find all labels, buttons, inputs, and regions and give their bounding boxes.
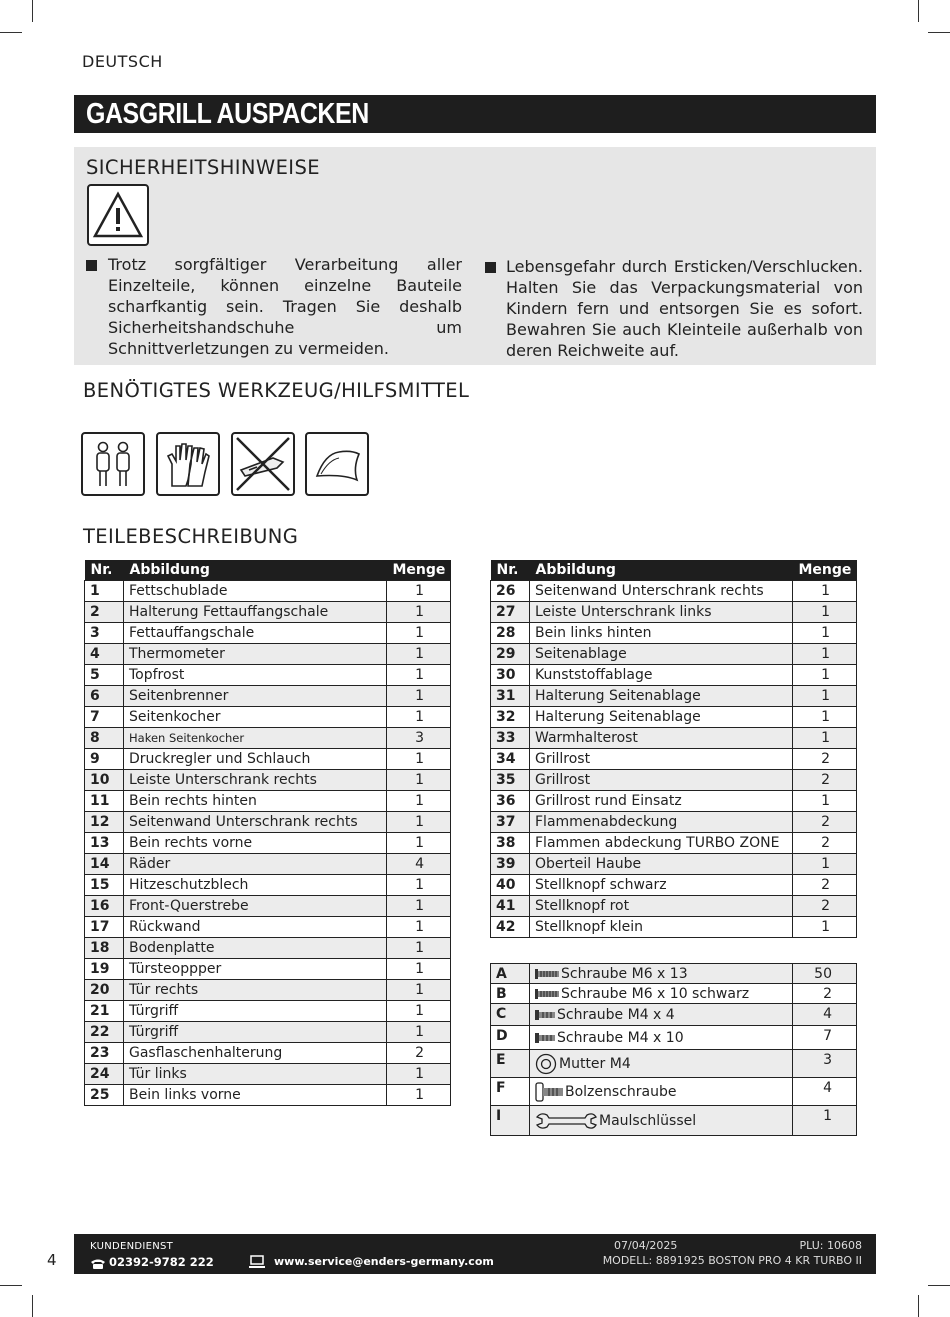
language-label: DEUTSCH bbox=[82, 52, 163, 71]
hardware-name: Schraube M6 x 13 bbox=[561, 965, 688, 982]
part-name: Türgriff bbox=[124, 1001, 387, 1022]
part-quantity: 1 bbox=[793, 917, 857, 938]
parts-table-left bbox=[84, 560, 451, 1106]
part-quantity: 2 bbox=[387, 1043, 451, 1064]
part-number: 39 bbox=[491, 854, 530, 875]
hardware-quantity: 4 bbox=[793, 1078, 857, 1106]
part-name: Seitenwand Unterschrank rechts bbox=[124, 812, 387, 833]
table-row bbox=[85, 749, 451, 770]
part-name: Bodenplatte bbox=[124, 938, 387, 959]
hardware-cell bbox=[530, 984, 793, 1004]
part-name: Grillrost rund Einsatz bbox=[530, 791, 793, 812]
table-row bbox=[491, 644, 857, 665]
part-number: 10 bbox=[85, 770, 124, 791]
part-number: 17 bbox=[85, 917, 124, 938]
part-quantity: 1 bbox=[793, 686, 857, 707]
part-number: 14 bbox=[85, 854, 124, 875]
part-quantity: 2 bbox=[793, 812, 857, 833]
table-row bbox=[85, 980, 451, 1001]
table-row bbox=[85, 791, 451, 812]
part-quantity: 1 bbox=[387, 644, 451, 665]
part-name: Hitzeschutzblech bbox=[124, 875, 387, 896]
part-number: 11 bbox=[85, 791, 124, 812]
part-quantity: 1 bbox=[387, 959, 451, 980]
part-name: Bein rechts hinten bbox=[124, 791, 387, 812]
two-persons-icon bbox=[81, 432, 145, 496]
part-quantity: 1 bbox=[387, 896, 451, 917]
hardware-name: Schraube M6 x 10 schwarz bbox=[561, 985, 750, 1002]
part-number: 29 bbox=[491, 644, 530, 665]
table-row bbox=[491, 665, 857, 686]
part-number: 35 bbox=[491, 770, 530, 791]
part-name: Flammen abdeckung TURBO ZONE bbox=[530, 833, 793, 854]
hardware-name: Maulschlüssel bbox=[599, 1112, 697, 1129]
nut-icon bbox=[535, 1056, 559, 1072]
part-name: Front-Querstrebe bbox=[124, 896, 387, 917]
part-name: Grillrost bbox=[530, 770, 793, 791]
part-quantity: 1 bbox=[793, 728, 857, 749]
safety-box bbox=[74, 147, 876, 365]
part-quantity: 1 bbox=[387, 833, 451, 854]
hardware-letter: F bbox=[491, 1078, 530, 1106]
part-quantity: 4 bbox=[387, 854, 451, 875]
part-number: 42 bbox=[491, 917, 530, 938]
part-quantity: 1 bbox=[387, 1064, 451, 1085]
table-row bbox=[85, 959, 451, 980]
hardware-row bbox=[491, 1026, 857, 1050]
screw-short-icon bbox=[535, 1030, 557, 1046]
part-number: 33 bbox=[491, 728, 530, 749]
part-number: 22 bbox=[85, 1022, 124, 1043]
part-number: 9 bbox=[85, 749, 124, 770]
part-name: Räder bbox=[124, 854, 387, 875]
header-nr: Nr. bbox=[491, 560, 530, 581]
table-row bbox=[491, 686, 857, 707]
part-name: Fettschublade bbox=[124, 581, 387, 602]
footer-model: MODELL: 8891925 BOSTON PRO 4 KR TURBO II bbox=[602, 1254, 862, 1267]
tools-heading: BENÖTIGTES WERKZEUG/HILFSMITTEL bbox=[83, 379, 470, 402]
part-quantity: 1 bbox=[387, 686, 451, 707]
part-name: Halterung Fettauffangschale bbox=[124, 602, 387, 623]
table-row bbox=[491, 602, 857, 623]
header-qty: Menge bbox=[793, 560, 857, 581]
wrench-icon bbox=[535, 1113, 599, 1129]
part-name: Stellknopf klein bbox=[530, 917, 793, 938]
hardware-row bbox=[491, 1004, 857, 1026]
part-name: Stellknopf rot bbox=[530, 896, 793, 917]
part-number: 26 bbox=[491, 581, 530, 602]
table-row bbox=[85, 686, 451, 707]
part-quantity: 1 bbox=[793, 644, 857, 665]
hardware-letter: I bbox=[491, 1106, 530, 1136]
part-number: 8 bbox=[85, 728, 124, 749]
part-name: Gasflaschenhalterung bbox=[124, 1043, 387, 1064]
part-quantity: 1 bbox=[387, 791, 451, 812]
crop-mark bbox=[32, 1295, 33, 1317]
part-quantity: 1 bbox=[793, 707, 857, 728]
part-number: 31 bbox=[491, 686, 530, 707]
part-number: 13 bbox=[85, 833, 124, 854]
header-image: Abbildung bbox=[530, 560, 793, 581]
part-name: Seitenwand Unterschrank rechts bbox=[530, 581, 793, 602]
part-name: Bein links hinten bbox=[530, 623, 793, 644]
part-name: Seitenbrenner bbox=[124, 686, 387, 707]
header-nr: Nr. bbox=[85, 560, 124, 581]
hardware-row bbox=[491, 964, 857, 984]
table-row bbox=[85, 770, 451, 791]
table-row bbox=[491, 707, 857, 728]
table-row bbox=[491, 728, 857, 749]
part-number: 12 bbox=[85, 812, 124, 833]
hardware-letter: B bbox=[491, 984, 530, 1004]
cloth-icon bbox=[305, 432, 369, 496]
gloves-icon bbox=[156, 432, 220, 496]
table-row bbox=[491, 812, 857, 833]
part-name: Warmhalterost bbox=[530, 728, 793, 749]
page-title: GASGRILL AUSPACKEN bbox=[86, 98, 369, 130]
part-quantity: 1 bbox=[387, 623, 451, 644]
bullet-marker bbox=[86, 260, 97, 271]
part-name: Druckregler und Schlauch bbox=[124, 749, 387, 770]
title-bar bbox=[74, 95, 876, 133]
hardware-letter: D bbox=[491, 1026, 530, 1050]
safety-heading: SICHERHEITSHINWEISE bbox=[86, 156, 320, 179]
table-header-row bbox=[85, 560, 451, 581]
part-quantity: 2 bbox=[793, 875, 857, 896]
screw-long-icon bbox=[535, 986, 561, 1002]
part-quantity: 1 bbox=[387, 707, 451, 728]
part-number: 15 bbox=[85, 875, 124, 896]
table-row bbox=[491, 833, 857, 854]
part-name: Flammenabdeckung bbox=[530, 812, 793, 833]
table-row bbox=[491, 623, 857, 644]
part-number: 2 bbox=[85, 602, 124, 623]
part-name: Rückwand bbox=[124, 917, 387, 938]
crop-mark bbox=[928, 32, 950, 33]
table-header-row bbox=[491, 560, 857, 581]
part-quantity: 1 bbox=[387, 602, 451, 623]
part-quantity: 1 bbox=[793, 602, 857, 623]
part-quantity: 2 bbox=[793, 770, 857, 791]
part-number: 21 bbox=[85, 1001, 124, 1022]
crop-mark bbox=[0, 1285, 22, 1286]
table-row bbox=[85, 854, 451, 875]
part-name: Fettauffangschale bbox=[124, 623, 387, 644]
hardware-row bbox=[491, 1106, 857, 1136]
table-row bbox=[85, 1022, 451, 1043]
header-image: Abbildung bbox=[124, 560, 387, 581]
table-row bbox=[85, 1001, 451, 1022]
page-number: 4 bbox=[47, 1251, 57, 1269]
crop-mark bbox=[0, 32, 22, 33]
table-row bbox=[85, 896, 451, 917]
table-row bbox=[491, 791, 857, 812]
part-number: 18 bbox=[85, 938, 124, 959]
part-quantity: 1 bbox=[387, 875, 451, 896]
part-quantity: 1 bbox=[387, 749, 451, 770]
bullet-marker bbox=[485, 262, 496, 273]
hardware-row bbox=[491, 984, 857, 1004]
part-name: Halterung Seitenablage bbox=[530, 686, 793, 707]
parts-table-right bbox=[490, 560, 857, 938]
part-quantity: 3 bbox=[387, 728, 451, 749]
part-number: 28 bbox=[491, 623, 530, 644]
parts-heading: TEILEBESCHREIBUNG bbox=[83, 525, 299, 548]
hardware-quantity: 4 bbox=[793, 1004, 857, 1026]
footer-bar bbox=[74, 1234, 876, 1274]
hardware-name: Schraube M4 x 10 bbox=[557, 1029, 684, 1046]
part-name: Halterung Seitenablage bbox=[530, 707, 793, 728]
part-number: 7 bbox=[85, 707, 124, 728]
service-web[interactable]: www.service@enders-germany.com bbox=[274, 1255, 494, 1268]
table-row bbox=[85, 938, 451, 959]
crop-mark bbox=[918, 1295, 919, 1317]
hardware-quantity: 7 bbox=[793, 1026, 857, 1050]
table-row bbox=[85, 728, 451, 749]
no-knife-icon bbox=[231, 432, 295, 496]
table-row bbox=[85, 812, 451, 833]
part-name: Tür links bbox=[124, 1064, 387, 1085]
part-name: Kunststoffablage bbox=[530, 665, 793, 686]
table-row bbox=[85, 1085, 451, 1106]
part-quantity: 1 bbox=[387, 980, 451, 1001]
screw-short-icon bbox=[535, 1007, 557, 1023]
part-name: Leiste Unterschrank rechts bbox=[124, 770, 387, 791]
part-quantity: 2 bbox=[793, 749, 857, 770]
table-row bbox=[85, 665, 451, 686]
part-quantity: 1 bbox=[387, 770, 451, 791]
safety-bullet-right: Lebensgefahr durch Ersticken/Verschlucken. Halten Sie das Verpackungsmaterial von Kindern fern und entsorgen Sie es sofort. Bewahren Sie auch Kleinteile außerhalb von deren Reichweite auf. bbox=[506, 257, 863, 360]
table-row bbox=[85, 602, 451, 623]
hardware-name: Mutter M4 bbox=[559, 1055, 631, 1072]
part-number: 27 bbox=[491, 602, 530, 623]
phone-icon bbox=[90, 1255, 106, 1274]
part-number: 20 bbox=[85, 980, 124, 1001]
hardware-cell bbox=[530, 1106, 793, 1136]
table-row bbox=[491, 896, 857, 917]
part-name: Topfrost bbox=[124, 665, 387, 686]
part-quantity: 1 bbox=[387, 1001, 451, 1022]
table-row bbox=[85, 917, 451, 938]
part-name: Oberteil Haube bbox=[530, 854, 793, 875]
part-number: 19 bbox=[85, 959, 124, 980]
crop-mark bbox=[928, 1285, 950, 1286]
table-row bbox=[85, 833, 451, 854]
hardware-quantity: 3 bbox=[793, 1050, 857, 1078]
part-name: Seitenkocher bbox=[124, 707, 387, 728]
part-name: Türgriff bbox=[124, 1022, 387, 1043]
hardware-letter: C bbox=[491, 1004, 530, 1026]
part-quantity: 1 bbox=[793, 854, 857, 875]
table-row bbox=[85, 1043, 451, 1064]
hardware-letter: A bbox=[491, 964, 530, 984]
part-quantity: 1 bbox=[387, 1022, 451, 1043]
header-qty: Menge bbox=[387, 560, 451, 581]
hardware-quantity: 50 bbox=[793, 964, 857, 984]
warning-icon bbox=[87, 184, 149, 246]
table-row bbox=[85, 707, 451, 728]
safety-bullet-left: Trotz sorgfältiger Verarbeitung aller Einzelteile, können einzelne Bauteile scharfkantig sein. Tragen Sie deshalb Sicherheitshandschuhe um Schnittverletzungen zu vermeiden. bbox=[108, 255, 462, 358]
part-quantity: 2 bbox=[793, 833, 857, 854]
part-quantity: 1 bbox=[387, 812, 451, 833]
part-number: 5 bbox=[85, 665, 124, 686]
table-row bbox=[85, 875, 451, 896]
part-quantity: 1 bbox=[387, 665, 451, 686]
part-number: 36 bbox=[491, 791, 530, 812]
part-quantity: 1 bbox=[793, 791, 857, 812]
part-name: Grillrost bbox=[530, 749, 793, 770]
table-row bbox=[491, 581, 857, 602]
part-quantity: 1 bbox=[793, 623, 857, 644]
table-row bbox=[491, 875, 857, 896]
hardware-name: Schraube M4 x 4 bbox=[557, 1006, 675, 1023]
part-number: 30 bbox=[491, 665, 530, 686]
table-row bbox=[85, 581, 451, 602]
part-quantity: 1 bbox=[387, 917, 451, 938]
part-number: 3 bbox=[85, 623, 124, 644]
part-name: Thermometer bbox=[124, 644, 387, 665]
part-name: Türsteoppper bbox=[124, 959, 387, 980]
table-row bbox=[85, 1064, 451, 1085]
part-number: 16 bbox=[85, 896, 124, 917]
hardware-cell bbox=[530, 1004, 793, 1026]
part-number: 34 bbox=[491, 749, 530, 770]
part-name: Seitenablage bbox=[530, 644, 793, 665]
part-number: 38 bbox=[491, 833, 530, 854]
footer-plu: PLU: 10608 bbox=[799, 1239, 862, 1252]
footer-date: 07/04/2025 bbox=[614, 1239, 678, 1252]
hardware-cell bbox=[530, 1078, 793, 1106]
part-quantity: 1 bbox=[793, 581, 857, 602]
service-label: KUNDENDIENST bbox=[90, 1241, 174, 1252]
part-number: 37 bbox=[491, 812, 530, 833]
hardware-cell bbox=[530, 964, 793, 984]
hardware-letter: E bbox=[491, 1050, 530, 1078]
hardware-quantity: 2 bbox=[793, 984, 857, 1004]
table-row bbox=[491, 749, 857, 770]
bolt-icon bbox=[535, 1084, 565, 1100]
part-number: 25 bbox=[85, 1085, 124, 1106]
computer-icon bbox=[249, 1254, 265, 1273]
part-name: Leiste Unterschrank links bbox=[530, 602, 793, 623]
crop-mark bbox=[918, 0, 919, 22]
part-name: Bein links vorne bbox=[124, 1085, 387, 1106]
part-number: 24 bbox=[85, 1064, 124, 1085]
part-name: Bein rechts vorne bbox=[124, 833, 387, 854]
part-number: 1 bbox=[85, 581, 124, 602]
part-number: 40 bbox=[491, 875, 530, 896]
hardware-cell bbox=[530, 1026, 793, 1050]
part-name: Haken Seitenkocher bbox=[124, 728, 387, 749]
hardware-name: Bolzenschraube bbox=[565, 1083, 677, 1100]
part-quantity: 1 bbox=[387, 1085, 451, 1106]
part-number: 6 bbox=[85, 686, 124, 707]
screw-long-icon bbox=[535, 966, 561, 982]
table-row bbox=[85, 623, 451, 644]
table-row bbox=[491, 770, 857, 791]
part-quantity: 2 bbox=[793, 896, 857, 917]
part-number: 41 bbox=[491, 896, 530, 917]
part-number: 32 bbox=[491, 707, 530, 728]
table-row bbox=[491, 854, 857, 875]
part-name: Stellknopf schwarz bbox=[530, 875, 793, 896]
part-number: 23 bbox=[85, 1043, 124, 1064]
crop-mark bbox=[32, 0, 33, 22]
table-row bbox=[85, 644, 451, 665]
part-quantity: 1 bbox=[793, 665, 857, 686]
hardware-quantity: 1 bbox=[793, 1106, 857, 1136]
hardware-row bbox=[491, 1078, 857, 1106]
table-row bbox=[491, 917, 857, 938]
part-name: Tür rechts bbox=[124, 980, 387, 1001]
hardware-table bbox=[490, 963, 857, 1136]
phone-number: 02392-9782 222 bbox=[109, 1255, 214, 1269]
hardware-row bbox=[491, 1050, 857, 1078]
part-quantity: 1 bbox=[387, 938, 451, 959]
part-number: 4 bbox=[85, 644, 124, 665]
part-quantity: 1 bbox=[387, 581, 451, 602]
hardware-cell bbox=[530, 1050, 793, 1078]
